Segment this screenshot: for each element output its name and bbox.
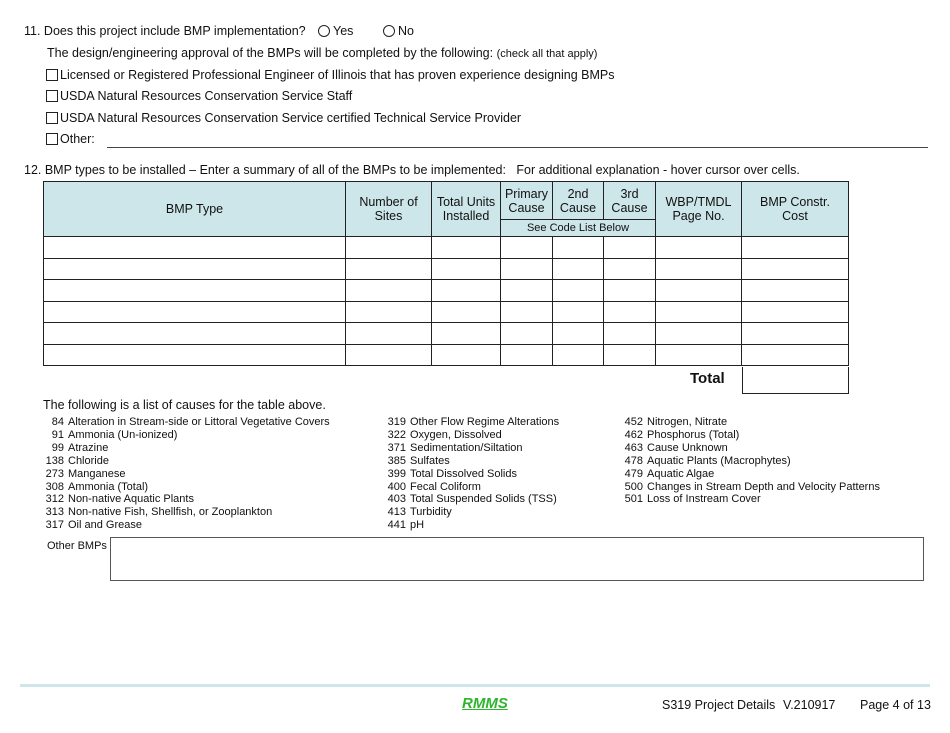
wbp-cell[interactable] (656, 344, 742, 366)
form-name: S319 Project Details (662, 698, 776, 712)
q11-yes-option[interactable] (318, 24, 353, 38)
wbp-cell[interactable] (656, 237, 742, 259)
primary-cause-cell[interactable] (501, 323, 553, 345)
page-number: Page 4 of 13 (860, 698, 931, 712)
yes-radio[interactable] (318, 25, 330, 37)
list-item: 138 Chloride (45, 454, 109, 467)
third-cause-cell[interactable] (604, 258, 656, 280)
approval-text (47, 46, 597, 60)
q12-hint: For additional explanation - hover cursor over cells. (516, 163, 800, 177)
units-cell[interactable] (432, 258, 501, 280)
third-cause-cell[interactable] (604, 237, 656, 259)
third-cause-cell[interactable] (604, 323, 656, 345)
wbp-cell[interactable] (656, 301, 742, 323)
units-cell[interactable] (432, 323, 501, 345)
list-item: 84 Alteration in Stream-side or Littoral Vegetative Covers (51, 416, 330, 428)
bmp-type-cell[interactable] (44, 280, 346, 302)
list-item: 400 Fecal Coliform (387, 480, 481, 493)
primary-cause-cell[interactable] (501, 280, 553, 302)
third-cause-cell[interactable] (604, 344, 656, 366)
cost-header: BMP Constr. Cost (742, 182, 849, 237)
list-item: 91 Ammonia (Un-ionized) (51, 428, 178, 441)
third-cause-header: 3rd Cause (604, 182, 656, 220)
table-row (44, 280, 849, 302)
table-row (44, 237, 849, 259)
option-other[interactable] (46, 132, 95, 146)
list-item: 319 Other Flow Regime Alterations (387, 416, 560, 428)
bmp-type-cell[interactable] (44, 258, 346, 280)
units-cell[interactable] (432, 301, 501, 323)
table-row (44, 323, 849, 345)
approval-label: The design/engineering approval of the BMPs will be completed by the following: (47, 46, 494, 60)
option-nrcs-staff[interactable] (46, 89, 352, 103)
bmp-type-cell[interactable] (44, 301, 346, 323)
cost-cell[interactable] (742, 323, 849, 345)
option-label: Licensed or Registered Professional Engineer of Illinois that has proven experience designing BMPs (60, 68, 615, 82)
q12-label: 12. BMP types to be installed – Enter a summary of all of the BMPs to be implemented: (24, 163, 506, 177)
list-item: 99 Atrazine (51, 441, 109, 454)
second-cause-cell[interactable] (553, 344, 604, 366)
other-input-line[interactable] (107, 147, 928, 148)
list-item: 313 Non-native Fish, Shellfish, or Zooplankton (45, 506, 273, 519)
option-label: USDA Natural Resources Conservation Service Staff (60, 89, 353, 103)
second-cause-cell[interactable] (553, 301, 604, 323)
bmp-type-cell[interactable] (44, 237, 346, 259)
no-label: No (398, 24, 414, 38)
list-item: 501 Loss of Instream Cover (624, 493, 761, 506)
no-radio[interactable] (383, 25, 395, 37)
sites-cell[interactable] (346, 344, 432, 366)
third-cause-cell[interactable] (604, 280, 656, 302)
table-row (44, 301, 849, 323)
second-cause-cell[interactable] (553, 237, 604, 259)
bmp-type-cell[interactable] (44, 344, 346, 366)
code-list-note: See Code List Below (501, 220, 656, 237)
primary-cause-header: Primary Cause (501, 182, 553, 220)
second-cause-cell[interactable] (553, 280, 604, 302)
wbp-header: WBP/TMDL Page No. (656, 182, 742, 237)
causes-intro: The following is a list of causes for the table above. (43, 398, 326, 412)
nrcs-staff-checkbox[interactable] (46, 90, 58, 102)
rmms-logo: RMMS (462, 695, 508, 712)
form-version: V.210917 (783, 698, 836, 712)
third-cause-cell[interactable] (604, 301, 656, 323)
wbp-cell[interactable] (656, 258, 742, 280)
sites-header: Number of Sites (346, 182, 432, 237)
cost-cell[interactable] (742, 301, 849, 323)
approval-note: (check all that apply) (496, 48, 598, 60)
wbp-cell[interactable] (656, 323, 742, 345)
option-engineer[interactable] (46, 68, 615, 82)
primary-cause-cell[interactable] (501, 301, 553, 323)
list-item: 399 Total Dissolved Solids (387, 467, 517, 480)
sites-cell[interactable] (346, 237, 432, 259)
engineer-checkbox[interactable] (46, 69, 58, 81)
list-item: 479 Aquatic Algae (624, 467, 715, 480)
cost-cell[interactable] (742, 237, 849, 259)
cost-cell[interactable] (742, 258, 849, 280)
list-item: 403 Total Suspended Solids (TSS) (387, 493, 557, 506)
list-item: 462 Phosphorus (Total) (624, 428, 740, 441)
cost-cell[interactable] (742, 280, 849, 302)
second-cause-cell[interactable] (553, 323, 604, 345)
list-item: 452 Nitrogen, Nitrate (624, 416, 728, 428)
total-label: Total (690, 370, 725, 387)
units-header: Total Units Installed (432, 182, 501, 237)
list-item: 308 Ammonia (Total) (45, 480, 149, 493)
units-cell[interactable] (432, 344, 501, 366)
primary-cause-cell[interactable] (501, 258, 553, 280)
other-label: Other: (60, 132, 95, 146)
list-item: 478 Aquatic Plants (Macrophytes) (624, 454, 791, 467)
list-item: 413 Turbidity (387, 506, 452, 519)
causes-column-2 (382, 416, 559, 532)
list-item: 317 Oil and Grease (45, 519, 142, 532)
q12-question (24, 163, 800, 177)
bmp-table (43, 181, 849, 366)
list-item: 371 Sedimentation/Siltation (387, 441, 523, 454)
q11-no-option[interactable] (383, 24, 414, 38)
table-row (44, 344, 849, 366)
other-bmps-field[interactable] (110, 537, 924, 581)
list-item: 312 Non-native Aquatic Plants (45, 493, 194, 506)
cost-cell[interactable] (742, 344, 849, 366)
list-item: 273 Manganese (45, 467, 126, 480)
second-cause-header: 2nd Cause (553, 182, 604, 220)
nrcs-tsp-checkbox[interactable] (46, 112, 58, 124)
yes-label: Yes (333, 24, 354, 38)
option-nrcs-tsp[interactable] (46, 111, 521, 125)
option-label: USDA Natural Resources Conservation Service certified Technical Service Provider (60, 111, 522, 125)
primary-cause-cell[interactable] (501, 344, 553, 366)
primary-cause-cell[interactable] (501, 237, 553, 259)
other-bmps-label: Other BMPs (47, 540, 107, 552)
sites-cell[interactable] (346, 323, 432, 345)
other-checkbox[interactable] (46, 133, 58, 145)
table-row (44, 258, 849, 280)
total-cost-field[interactable] (742, 367, 849, 394)
sites-cell[interactable] (346, 258, 432, 280)
bmp-type-header: BMP Type (44, 182, 346, 237)
footer-divider (20, 684, 930, 687)
list-item: 500 Changes in Stream Depth and Velocity Patterns (624, 480, 880, 493)
list-item: 441 pH (387, 519, 425, 532)
causes-column-1 (40, 416, 330, 532)
sites-cell[interactable] (346, 301, 432, 323)
bmp-type-cell[interactable] (44, 323, 346, 345)
second-cause-cell[interactable] (553, 258, 604, 280)
wbp-cell[interactable] (656, 280, 742, 302)
q11-question: 11. Does this project include BMP implementation? (24, 24, 306, 38)
units-cell[interactable] (432, 237, 501, 259)
units-cell[interactable] (432, 280, 501, 302)
list-item: 463 Cause Unknown (624, 441, 728, 454)
sites-cell[interactable] (346, 280, 432, 302)
list-item: 385 Sulfates (387, 454, 450, 467)
list-item: 322 Oxygen, Dissolved (387, 428, 502, 441)
causes-column-3 (619, 416, 880, 506)
